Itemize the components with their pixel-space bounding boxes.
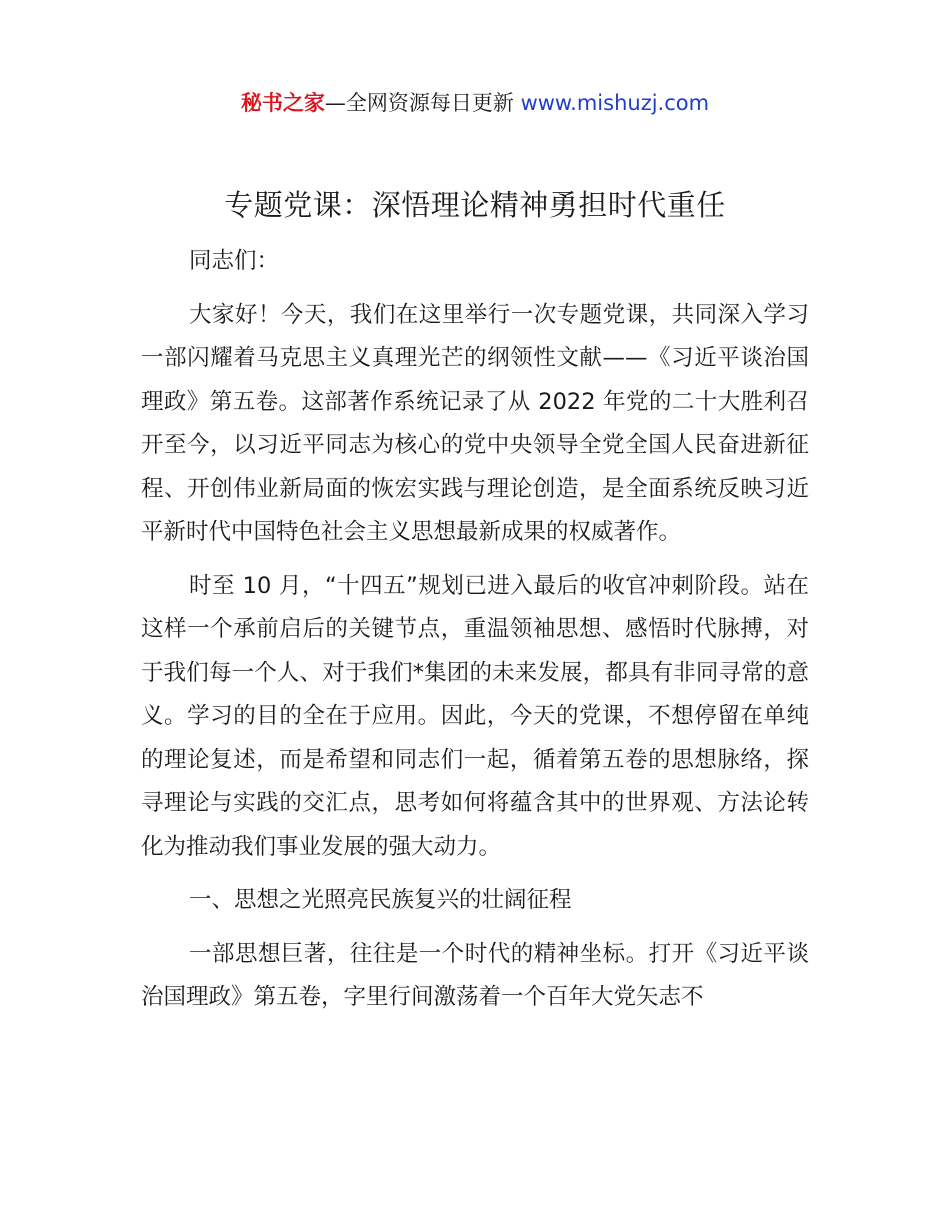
document-title: 专题党课：深悟理论精神勇担时代重任 bbox=[224, 188, 726, 222]
paragraph-section-one: 一部思想巨著，往往是一个时代的精神坐标。打开《习近平谈治国理政》第五卷，字里行间激荡着一个百年大党矢志不 bbox=[141, 940, 809, 1010]
site-header bbox=[0, 88, 950, 118]
paragraph-context: 时至 10 月，“十四五”规划已进入最后的收官冲刺阶段。站在这样一个承前启后的关键节点，重温领袖思想、感悟时代脉搏，对于我们每一个人、对于我们*集团的未来发展，都具有非同寻常的意义。学习的目的全在于应用。因此，今天的党课，不想停留在单纯的理论复述，而是希望和同志们一起，循着第五卷的思想脉络，探寻理论与实践的交汇点，思考如何将蕴含其中的世界观、方法论转化为推动我们事业发展的强大动力。 bbox=[141, 572, 809, 860]
salutation: 同志们： bbox=[189, 248, 280, 274]
paragraph-intro: 大家好！今天，我们在这里举行一次专题党课，共同深入学习一部闪耀着马克思主义真理光芒的纲领性文献——《习近平谈治国理政》第五卷。这部著作系统记录了从 2022 年党的二十大胜利召开至今，以习近平同志为核心的党中央领导全党全国人民奋进新征程、开创伟业新局面的恢宏实践与理论创造，是全面系统反映习近平新时代中国特色社会主义思想最新成果的权威著作。 bbox=[141, 301, 809, 545]
brand-name: 秘书之家 bbox=[240, 91, 325, 115]
section-heading: 一、思想之光照亮民族复兴的壮阔征程 bbox=[189, 887, 572, 913]
document-body bbox=[141, 240, 809, 1030]
header-tagline: —全网资源每日更新 bbox=[324, 91, 514, 115]
site-url-link[interactable]: www.mishuzj.com bbox=[520, 91, 710, 115]
